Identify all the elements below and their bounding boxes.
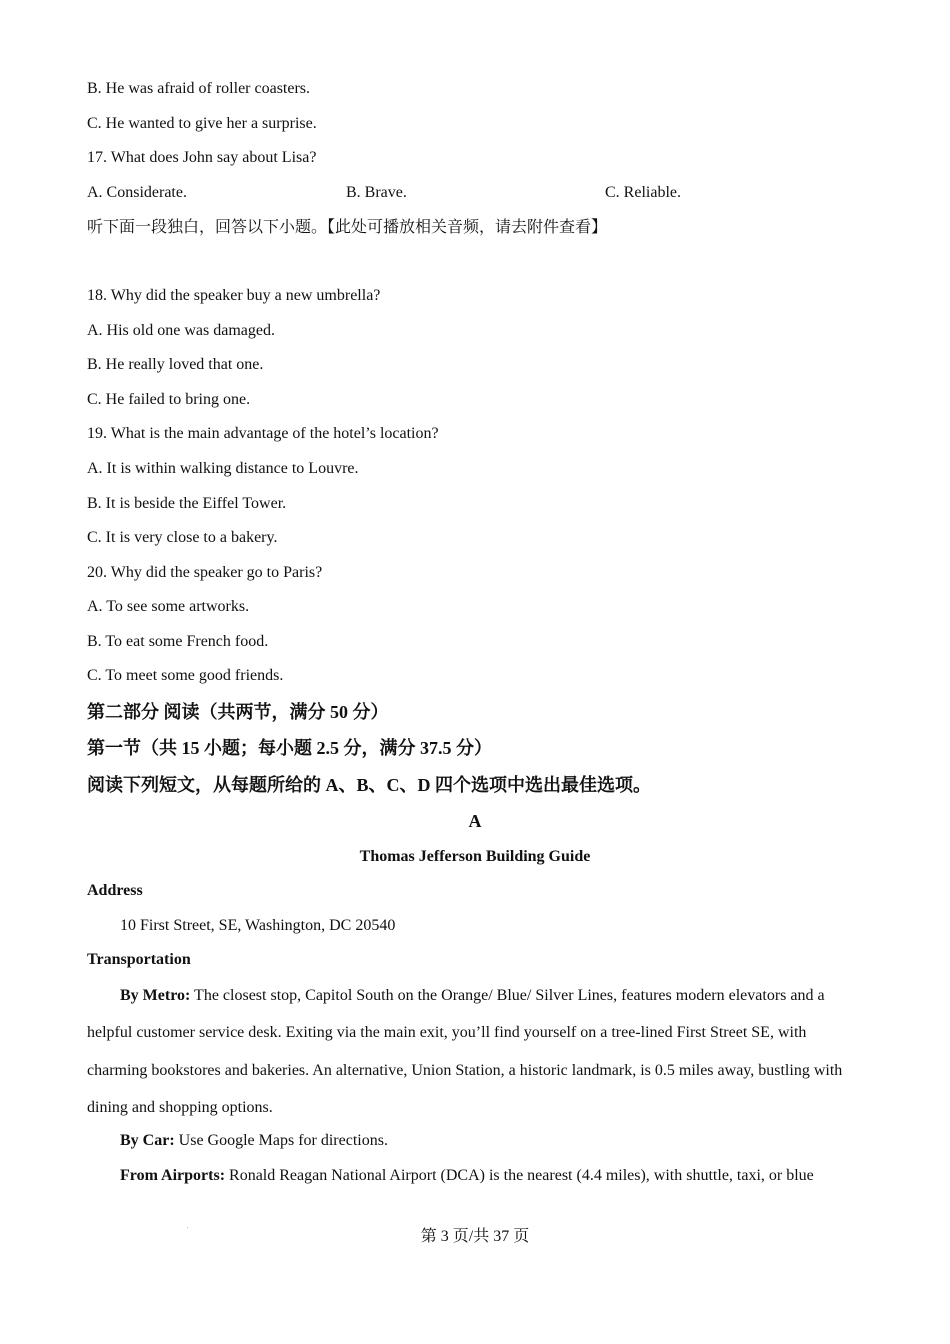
passage-letter: A (468, 811, 482, 831)
airports-label: From Airports: (120, 1167, 226, 1184)
airports-text: Ronald Reagan National Airport (DCA) is the nearest (4.4 miles), with shuttle, taxi, or blue (225, 1167, 814, 1184)
address-text: 10 First Street, SE, Washington, DC 20540 (120, 917, 396, 934)
monologue-instruction: 听下面一段独白，回答以下小题。【此处可播放相关音频，请去附件查看】 (87, 219, 608, 236)
q18-option-a: A. His old one was damaged. (87, 322, 275, 339)
metro-label: By Metro: (120, 987, 191, 1004)
q17-question: 17. What does John say about Lisa? (87, 149, 317, 166)
q16-option-b: B. He was afraid of roller coasters. (87, 80, 311, 97)
passage-title: Thomas Jefferson Building Guide (359, 848, 591, 865)
q16-option-c: C. He wanted to give her a surprise. (87, 115, 317, 132)
part2-section1-heading: 第一节（共 15 小题；每小题 2.5 分，满分 37.5 分） (87, 738, 492, 758)
q20-question: 20. Why did the speaker go to Paris? (87, 564, 323, 581)
q19-option-b: B. It is beside the Eiffel Tower. (87, 495, 287, 512)
address-heading: Address (87, 882, 143, 899)
q19-question: 19. What is the main advantage of the hotel’s location? (87, 425, 439, 442)
q19-option-a: A. It is within walking distance to Louvre. (87, 460, 359, 477)
page-footer: 第 3 页/共 37 页 (420, 1228, 530, 1245)
car-label: By Car: (120, 1132, 175, 1149)
part2-instruction: 阅读下列短文，从每题所给的 A、B、C、D 四个选项中选出最佳选项。 (87, 775, 651, 795)
metro-text: The closest stop, Capitol South on the Orange/ Blue/ Silver Lines, features modern elevators and a helpful customer service desk. Exiting via the main exit, you’ll find yourself on a tree-lined First Street SE, with charming bookstores and bakeries. An alternative, Union Station, a historic landmark, is 0.5 miles away, bustling with dining and shopping options. (87, 987, 843, 1116)
metro-paragraph (87, 977, 867, 1126)
q17-option-c: C. Reliable. (605, 184, 681, 201)
q18-option-b: B. He really loved that one. (87, 356, 264, 373)
part2-heading: 第二部分 阅读（共两节，满分 50 分） (87, 702, 389, 722)
car-line (120, 1131, 388, 1151)
q20-option-a: A. To see some artworks. (87, 598, 250, 615)
q18-question: 18. Why did the speaker buy a new umbrella? (87, 287, 381, 304)
airports-line (120, 1166, 814, 1186)
q17-option-b: B. Brave. (346, 184, 407, 201)
q18-option-c: C. He failed to bring one. (87, 391, 251, 408)
q17-option-a: A. Considerate. (87, 184, 187, 201)
q20-option-b: B. To eat some French food. (87, 633, 269, 650)
car-text: Use Google Maps for directions. (174, 1132, 388, 1149)
transportation-heading: Transportation (87, 951, 191, 968)
q19-option-c: C. It is very close to a bakery. (87, 529, 278, 546)
q20-option-c: C. To meet some good friends. (87, 667, 284, 684)
